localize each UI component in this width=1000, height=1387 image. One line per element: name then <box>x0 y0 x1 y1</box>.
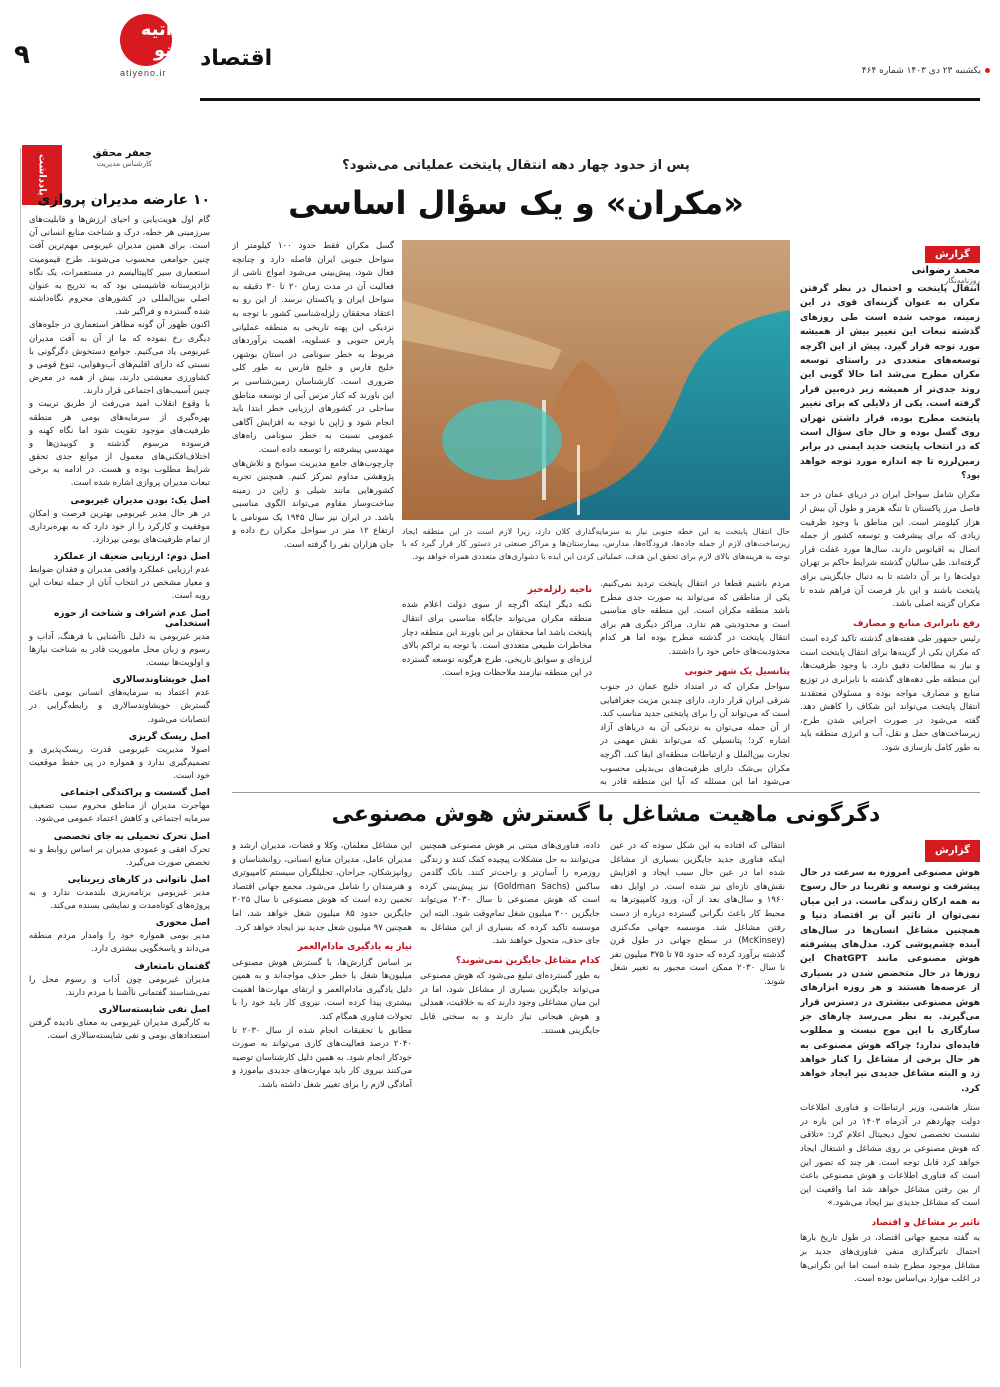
story2-subheading: کدام مشاغل جایگزین نمی‌شوند؟ <box>455 955 600 966</box>
story1-subheading: ناحیه زلزله‌خیز <box>527 585 592 595</box>
site-url[interactable]: atiyeno.ir <box>120 68 167 78</box>
story1-paragraph: گسل مکران فقط حدود ۱۰۰ کیلومتر از سواحل جنوبی ایران فاصله دارد و چنانچه فعال شود، پیش‌بینی می‌شود امواج ناشی از فعالیت آن در مدت زمان ۲۰ تا ۳۰ دقیقه به سواحل ایران و پاکستان برسد. از این رو به اعتقاد محققان زلزله‌شناسی کشور با توجه به نزدیکی این پهنه تاریخی به منطقه عملیاتی پارس جنوبی و عسلویه، اهمیت برآوردهای مربوط به خطر سونامی در استان بوشهر، خلیج فارس و خلیج فارس به طور کلی ضروری است. کارشناسان زمین‌شناسی بر این باورند که کنار مرس آبی از توسعه مناطق ساحلی در کشورهای ارزیابی خطر ابتدا باید انجام شود و ژاپن با توجه به افزایش آگاهی عمومی نسبت به خطر سونامی راه‌های مهندسی پیشرفته را توسعه داده است. <box>232 241 394 455</box>
sidebar-item-text: مدیر غیربومی برنامه‌ریزی بلندمدت ندارد و به پروژه‌های کوتاه‌مدت و نمایشی بسنده می‌کند. <box>29 887 210 912</box>
story1-paragraph: رئیس جمهور طی هفته‌های گذشته تاکید کرده است که مکران یکی از گزینه‌ها برای انتقال پایتخت است و نیاز به مطالعات دقیق دارد. با وجود ظرفیت‌ها، این منطقه طی دهه‌های گذشته با نابرابری در توزیع منابع و مصارف مواجه بوده و مسئولان معتقدند انتقال پایتخت می‌تواند این شکاف را کاهش دهد. گفته می‌شود در صورت اجرایی شدن طرح، زیرساخت‌های حمل و نقل، آب و انرژی منطقه باید به طور کامل بازسازی شود. <box>800 634 980 753</box>
sidebar-author-role: کارشناس مدیریت <box>96 159 152 168</box>
story1-author-role: روزنامه‌نگار <box>944 276 980 285</box>
story2-column-3 <box>420 840 600 1368</box>
sidebar-item-title: اصل گسست و پراکندگی اجتماعی <box>60 788 210 799</box>
sidebar-item-title: اصل ناتوانی در کارهای زیربنایی <box>67 874 210 885</box>
makran-coast-photo <box>402 240 790 520</box>
sidebar-item-title: گفتمان نامتعارف <box>134 961 210 972</box>
sidebar-item-title: اصل خویشاوندسالاری <box>112 675 210 686</box>
story2-paragraph: این مشاغل معلمان، وکلا و قضات، مدیران ارشد و مدیران عامل، مدیران منابع انسانی، روانشناسان و روانپزشکان، جراحان، تحلیلگران سیستم کامپیوتری و هنرمندان را شامل می‌شود. مجمع جهانی اقتصاد تخمین زده است که هوش مصنوعی تا سال ۲۰۲۵ جایگزین حدود ۸۵ میلیون شغل خواهد شد، اما همچنین ۹۷ میلیون شغل جدید نیز ایجاد خواهد کرد. <box>232 841 412 933</box>
story1-headline: «مکران» و یک سؤال اساسی <box>288 184 744 222</box>
sidebar-item-title: اصل محوری <box>155 918 210 929</box>
sidebar-item-title: اصل عدم اشراف و شناخت از حوزه استخدامی <box>53 608 210 629</box>
story1-author: محمد رضوانی <box>911 265 980 276</box>
sidebar-item-text: عدم اعتماد به سرمایه‌های انسانی بومی باعث گسترش خویشاوندسالاری و رابطه‌گرایی در انتصابات می‌شود. <box>29 688 210 725</box>
sidebar-items <box>29 496 210 1044</box>
sidebar-paragraph: اکنون ظهور آن گونه مظاهر استعماری در جلوه‌های دیگری رخ نموده که ما از آن به آفت مدیران غیربومی یاد می‌کنیم. جوامع دستخوش دگرگونی با نسبتی که دارای اقلیم‌های آب‌وهوایی، تنوع قومی و کشاورزی معیشتی دارند، بیش از همه در معرض چنین آسیب‌های اجتماعی قرار دارند. <box>29 320 210 397</box>
sidebar-item-text: مهاجرت مدیران از مناطق محروم سبب تضعیف سرمایه اجتماعی و کاهش اعتماد عمومی می‌شود. <box>29 801 210 825</box>
story1-subheading: رفع نابرابری منابع و مصارف <box>852 618 980 629</box>
sidebar-item-title: اصل دوم: ارزیابی ضعیف از عملکرد <box>53 552 210 563</box>
sidebar-author: جعفر محقق <box>92 148 152 159</box>
story2-paragraph: داده، فناوری‌های مبتنی بر هوش مصنوعی همچنین می‌توانند به حل مشکلات پیچیده کمک کنند و زندگی روزمره را آسان‌تر و راحت‌تر کنند. بانک گلدمن ساکس (Goldman Sachs) نیز پیش‌بینی کرده است که هوش مصنوعی تا سال ۲۰۳۰ می‌تواند جایگزین ۳۰۰ میلیون شغل تمام‌وقت شود. البته این موسسه تاکید کرده که بسیاری از این مشاغل به جای حذف، متحول خواهند شد. <box>420 841 600 947</box>
section-title: اقتصاد <box>200 46 273 71</box>
sidebar-paragraph: با وقوع انقلاب امید می‌رفت از طریق تربیت و بهره‌گیری از سرمایه‌های بومی هر منطقه ظرفیت‌های موجود تقویت شود اما نگاه کهنه و فرسوده مرسوم گذشته و کوبیدن‌ها و اختلاف‌افکنی‌های معمول از موانع جدی تحقق شرایط مطلوب بوده و هست. در ادامه به برخی تبعات مدیران پروازی اشاره شده است. <box>29 399 210 489</box>
date-text: یکشنبه ۲۳ دی ۱۴۰۳ شماره ۴۶۴ <box>861 66 981 76</box>
story2-headline: دگرگونی ماهیت مشاغل با گسترش هوش مصنوعی <box>331 802 881 827</box>
story2-label: گزارش <box>925 840 980 862</box>
note-ribbon: یادداشت <box>22 145 62 205</box>
sidebar-item-title: اصل نفی شایسته‌سالاری <box>98 1004 210 1015</box>
story1-kicker: پس از حدود چهار دهه انتقال پایتخت عملیاتی می‌شود؟ <box>342 158 690 173</box>
story1-label: گزارش <box>925 246 980 263</box>
sidebar-item-text: به کارگیری مدیران غیربومی به معنای نادیده گرفتن استعدادهای بومی و نفی شایسته‌سالاری است. <box>29 1017 210 1042</box>
story2-paragraph: انتقالی که افتاده به این شکل سوده که در عین اینکه فناوری جدید جایگزین بسیاری از مشاغل شده اما در عین حال سبب ایجاد و افزایش نقش‌های تازه‌ای نیز شده است. در اوایل دهه ۱۹۶۰ و سال‌های بعد از آن، ورود کامپیوترها به محیط کار باعث نگرانی گسترده درباره از دست رفتن مشاغل شد. موسسه جهانی مک‌کنزی (McKinsey) در سطح جهانی در طول قرن گذشته برآورد کرده که حدود ۷۵ تا ۳۷۵ میلیون نفر تا سال ۲۰۳۰ ممکن است مجبور به تغییر شغل شوند. <box>610 841 785 987</box>
sidebar-item-text: عدم ارزیابی عملکرد واقعی مدیران و فقدان ضوابط و معیار مشخص در انتخاب آنان از جمله تبعات این رویه است. <box>29 565 210 602</box>
story1-subheading: پتانسیل یک شهر جنوبی <box>684 666 790 677</box>
story1-lead: انتقال پایتخت و احتمال در نظر گرفتن مکران به عنوان گزینه‌ای قوی در این زمینه، موجب شده است طی روزهای گذشته تبعات این تغییر بیش از همیشه مورد توجه قرار گیرد. پیش از این اگرچه توسعه‌های متعددی در راستای توسعه مکران مطرح می‌شد اما حالا گویی این روند جدی‌تر از همیشه زیر ذره‌بین قرار گرفته است. یکی از دلایلی که برای تغییر پایتخت مطرح بوده، قرار داشتن تهران روی گسل بوده و حال جای سؤال است که در انتخاب پایتخت جدید ایمنی در برابر زمین‌لرزه تا چه اندازه مورد توجه خواهد بود؟ <box>800 284 980 482</box>
sidebar-item-text: اصولا مدیریت غیربومی قدرت ریسک‌پذیری و تصمیم‌گیری ندارد و همواره در پی حفظ موقعیت خود است. <box>29 744 210 782</box>
sidebar-title: ۱۰ عارضه مدیران پروازی <box>37 192 210 208</box>
story2-column-4 <box>232 840 412 1368</box>
story2-paragraph: به گفته مجمع جهانی اقتصاد، در طول تاریخ بارها احتمال تاثیرگذاری منفی فناوری‌های جدید بر مشاغل موجود مطرح شده است اما این نگرانی‌ها در اغلب موارد بی‌اساس بوده است. <box>800 1233 980 1285</box>
photo-caption: حال انتقال پایتخت به این خطه جنوبی نیاز به سرمایه‌گذاری کلان دارد، زیرا لازم است در این منطقه ایجاد زیرساخت‌های لازم از جمله جاده‌ها، فرودگاه‌ها، مدارس، بیمارستان‌ها و مراکز صنعتی در دستور کار قرار گیرد که با توجه به هزینه‌های بالای لازم برای تحقق این هدف، عملیاتی کردن این ایده با دشواری‌های متعددی همراه خواهد بود. <box>402 527 790 561</box>
story2-paragraph: به طور گسترده‌ای تبلیغ می‌شود که هوش مصنوعی می‌تواند جایگزین بسیاری از مشاغل شود، اما در این میان مشاغلی وجود دارند که به خلاقیت، همدلی و هوش هیجانی نیاز دارند و به سختی قابل جایگزینی هستند. <box>420 971 600 1036</box>
story2-paragraph: مطابق با تحقیقات انجام شده از سال ۲۰۳۰ تا ۲۰۴۰ درصد فعالیت‌های کاری می‌تواند به صورت خودکار انجام شود. به همین دلیل کارشناسان توصیه می‌کنند نیروی کار باید مهارت‌های جدیدی بیاموزد و آمادگی لازم را برای تغییر شغل داشته باشد. <box>232 1025 412 1090</box>
story1-middle-column <box>232 240 394 786</box>
story1-right-column <box>800 282 980 786</box>
logo: آتیه نو <box>120 14 172 66</box>
story2-subheading: نیاز به یادگیری مادام‌العمر <box>297 942 412 953</box>
story1-paragraph: مکران شامل سواحل ایران در دریای عمان در حد فاصل مرز پاکستان تا تنگه هرمز و طول آن بیش از هزار کیلومتر است. این مناطق با وجود ظرفیت زیادی که برای پیشرفت و توسعه کشور از جمله اتصال به اقیانوس دارند، سال‌ها مورد غفلت قرار گرفته‌اند. طی سالیان گذشته شرایط حاکم بر تهران دولت‌ها را بر آن داشته تا به دنبال جایگزینی برای پایتخت باشند و این بار فرصت آن فراهم شده تا مکران گزینه اصلی باشد. <box>800 490 980 610</box>
story-divider <box>232 792 980 793</box>
story1-paragraph: چارچوب‌های جامع مدیریت سوانح و تلاش‌های پژوهشی مداوم تمرکز کنیم. همچنین تجربه کشورهایی مانند شیلی و ژاپن در زمینه ساخت‌وساز مقاوم می‌تواند الگوی مناسبی باشد. در ایران نیز سال ۱۹۴۵ یک سونامی با ارتفاع ۱۲ متر در سواحل مکران رخ داده و جان هزاران نفر را گرفته است. <box>232 458 394 551</box>
page-number: ۹ <box>14 40 30 70</box>
sidebar-item-text: مدیر غیربومی به دلیل ناآشنایی با فرهنگ، آداب و رسوم و زبان محل ماموریت قادر به شناخت نیازها و اولویت‌ها نیست. <box>29 631 210 668</box>
story2-paragraph: بر اساس گزارش‌ها، با گسترش هوش مصنوعی میلیون‌ها شغل با خطر حذف مواجه‌اند و به همین دلیل یادگیری مادام‌العمر و ارتقای مهارت‌ها اهمیت بیشتری پیدا کرده است. نیروی کار باید خود را با تحولات فناوری همگام کند. <box>232 957 412 1022</box>
story1-paragraph: سواحل مکران که در امتداد خلیج عمان در جنوب شرقی ایران قرار دارد، دارای چندین مزیت جغرافیایی است که می‌تواند آن را برای پایتختی جدید مناسب کند. از آن جمله می‌توان به نزدیکی آن به دریاهای آزاد اشاره کرد؛ پتانسیلی که می‌تواند نقش مهمی در تجارت بین‌الملل و ارتباطات منطقه‌ای ایفا کند. اگرچه مکران بی‌شک دارای ظرفیت‌های بی‌بدیلی محسوب می‌شود اما این مسئله که آیا این منطقه قادر به <box>600 681 790 786</box>
aerial-coast-image <box>402 240 790 520</box>
story2-paragraph: ستار هاشمی، وزیر ارتباطات و فناوری اطلاعات دولت چهاردهم در آذرماه ۱۴۰۳ در این باره در نشست تخصصی تحول دیجیتال اعلام کرد: «تلاقی که هوش مصنوعی بر روی مشاغل و اشتغال ایجاد خواهد کرد قابل توجه است. هر چند که تصور این است که فناوری اطلاعات و هوش مصنوعی باعث از بین رفتن مشاغل خواهد شد اما واقعیت این است که مشاغل جدیدی نیز ایجاد می‌شود.» <box>800 1103 980 1209</box>
story2-column-2 <box>610 840 785 1368</box>
bullet-icon <box>985 68 990 73</box>
date-line <box>862 66 990 76</box>
story2-lead: هوش مصنوعی امروزه به سرعت در حال پیشرفت و توسعه و تقریبا در حال رسوخ به همه ارکان زندگی ماست. در این میان نمی‌توان از تاثیر آن بر اقتصاد دنیا و همچنین مشاغل انسان‌ها در سال‌های آینده چشم‌پوشی کرد. مدل‌های پیشرفته هوش مصنوعی مانند ChatGPT این روزها در حال متخصص شدن در بسیاری از عرصه‌ها هستند و هر روزه ابزارهای هوش مصنوعی بیشتری در دسترس قرار می‌گیرند. به نظر می‌رسد چارهای جز سازگاری با این موج نیست و مطلوب فایده‌ای ندارد؛ چراکه هوش مصنوعی به هر حال برخی از مشاغل را کنار خواهد زد و البته مشاغل جدیدی نیز ایجاد خواهد کرد. <box>800 868 980 1094</box>
sidebar-column <box>20 148 210 1368</box>
sidebar-item-title: اصل ریسک گریزی <box>128 731 210 742</box>
story2-subheading: تاثیر بر مشاغل و اقتصاد <box>871 1218 980 1228</box>
sidebar-intro: گام اول هویت‌یابی و احیای ارزش‌ها و قابلیت‌های سرزمینی هر خطه، درک و شناخت منابع انسانی آن است. برای همین مدیران غیربومی مهم‌ترین آفت چنین جوامعی محسوب می‌شوند. طرح قیمومیت استعماری سیر کاپیتالیسم در مستعمرات، یک نگاه نژادپرستانه فاشیستی بود که به تدریج به عنوان اصلی بین‌المللی در کشورهای محروم نگاه‌داشته شده گسترده و فراگیر شد. <box>29 215 210 318</box>
story1-lower-left-column <box>402 578 592 786</box>
sidebar-item-text: مدیران غیربومی چون آداب و رسوم محل را نمی‌شناسند گفتمانی ناآشنا با مردم دارند. <box>29 974 210 998</box>
sidebar-item-title: اصل تحرک تحمیلی به جای تخصصی <box>53 831 210 842</box>
story1-paragraph: مردم باشیم قطعا در انتقال پایتخت تردید نمی‌کنیم. یکی از مناطقی که می‌تواند به صورت جدی مطرح باشد منطقه مکران است. این منطقه جای مناسبی است و محدودیتی هم ندارد. مراکز دیگری هم برای انتقال پایتخت در گذشته مطرح بوده اما هر کدام محدودیت‌های خاص خود را داشتند. <box>600 579 790 657</box>
sidebar-item-text: مدیر بومی همواره خود را وامدار مردم منطقه می‌داند و پاسخگویی بیشتری دارد. <box>29 931 210 955</box>
sidebar-item-text: در هر حال مدیر غیربومی بهترین فرصت و امکان موفقیت و کارکرد را از خود دارد که به بهره‌برداری از تمام ظرفیت‌های بومی بپردازد. <box>29 508 210 545</box>
story2-right-column <box>800 840 980 1368</box>
sidebar-item-text: تحرک افقی و عمودی مدیران بر اساس روابط و نه تخصص صورت می‌گیرد. <box>29 844 210 868</box>
story1-byline <box>800 242 980 285</box>
story1-paragraph: نکته دیگر اینکه اگرچه از سوی دولت اعلام شده منطقه مکران می‌تواند جایگاه مناسبی برای انتقال پایتخت باشد اما محققان بر این باورند این منطقه دچار مخاطرات طبیعی متعددی است. با توجه به تراکم بالای لرزه‌ای و سوابق تاریخی، طرح هرگونه توسعه گسترده در این منطقه نیازمند ملاحظات ویژه است. <box>402 600 592 679</box>
story1-lower-right-column <box>600 578 790 786</box>
sidebar-item-title: اصل یک: بودن مدیران غیربومی <box>70 495 210 506</box>
masthead-rule <box>200 98 980 101</box>
